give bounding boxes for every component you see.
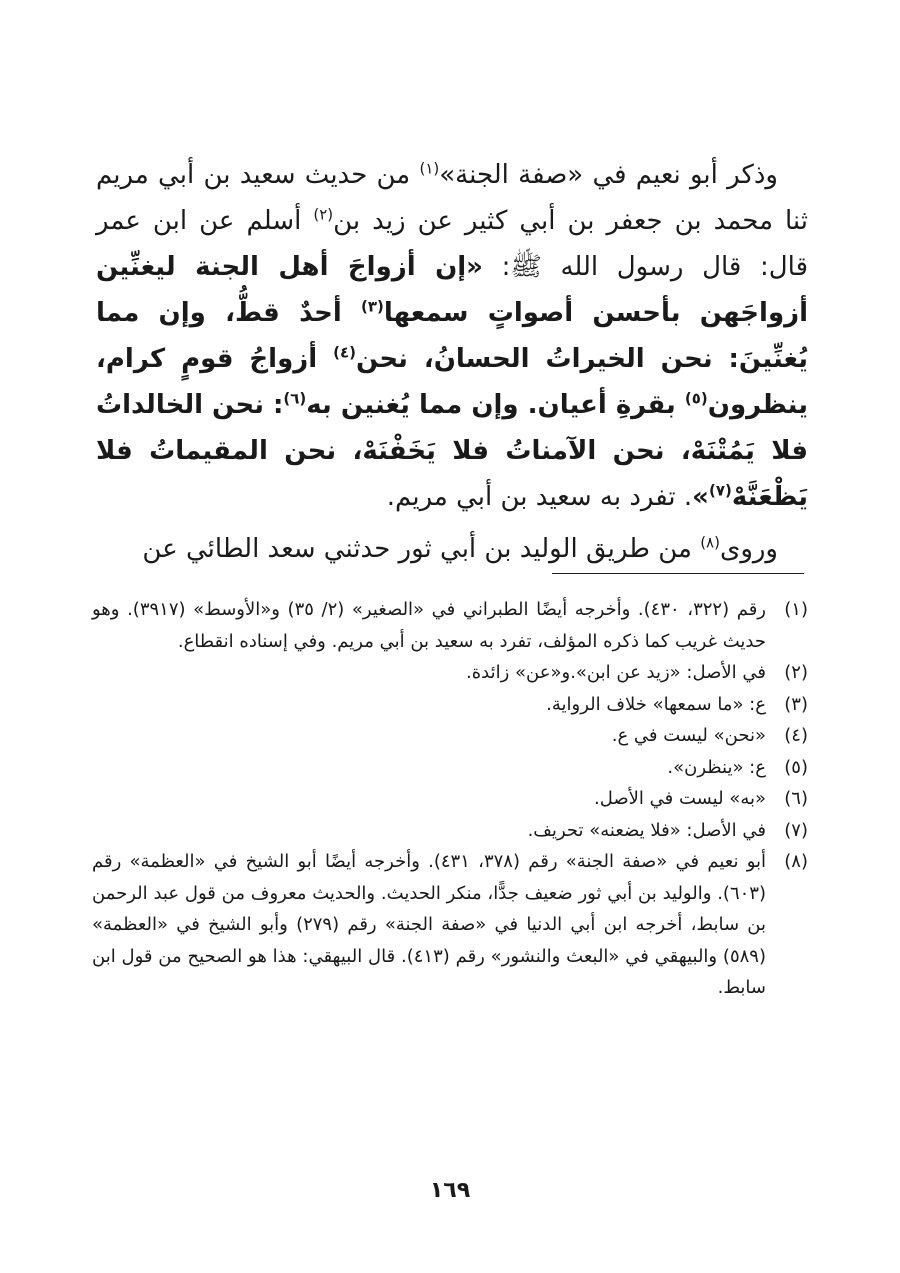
- footnote-number: (٧): [784, 819, 808, 841]
- footnote-text: رقم (٣٢٢، ٤٣٠). وأخرجه أيضًا الطبراني في «الصغير» (٢/ ٣٥) و«الأوسط» (٣٩١٧). وهو حديث غريب كما ذكره المؤلف، تفرد به سعيد بن أبي مريم. وفي إسناده انقطاع.: [92, 599, 766, 652]
- text-span: من طريق الوليد بن أبي ثور حدثني سعد الطائي عن: [142, 534, 701, 564]
- text-span: . تفرد به سعيد بن أبي مريم.: [386, 482, 693, 512]
- footnote-ref-2[interactable]: (٢): [313, 205, 334, 224]
- footnote-text: أبو نعيم في «صفة الجنة» رقم (٣٧٨، ٤٣١). وأخرجه أيضًا أبو الشيخ في «العظمة» رقم (٦٠٣). والوليد بن أبي ثور ضعيف جدًّا، منكر الحديث. والحديث معروف من قول عبد الرحمن بن سابط، أخرجه ابن أبي الدنيا في «صفة الجنة» رقم (٢٧٩) وأبو الشيخ في «العظمة» (٥٨٩) والبيهقي في «البعث والنشور» رقم (٤١٣). قال البيهقي: هذا هو الصحيح من قول ابن سابط.: [92, 851, 767, 998]
- footnote-text: «نحن» ليست في ع.: [611, 725, 766, 746]
- footnote-ref-6[interactable]: (٦): [283, 389, 307, 408]
- footnote-item: [92, 846, 808, 1004]
- paragraph-2: [96, 526, 808, 572]
- footnote-text: «به» ليست في الأصل.: [593, 788, 766, 809]
- footnote-number: (٥): [784, 756, 808, 778]
- footnote-ref-7[interactable]: (٧): [708, 481, 732, 500]
- hadith-span: أزواجُ قومٍ كرام، ينظرون: [96, 344, 808, 420]
- text-span: وذكر أبو نعيم في «صفة الجنة»: [439, 160, 778, 190]
- footnote-ref-1[interactable]: (١): [419, 159, 440, 178]
- footnote-divider: [552, 573, 804, 574]
- footnote-ref-8[interactable]: (٨): [700, 533, 720, 552]
- text-span: من حديث سعيد بن أبي مريم ثنا محمد بن جعفر بن أبي كثير عن زيد بن: [96, 160, 808, 236]
- footnote-text: في الأصل: «فلا يضعنه» تحريف.: [527, 819, 766, 841]
- footnote-number: (١): [784, 599, 808, 620]
- footnote-ref-5[interactable]: (٥): [684, 389, 708, 408]
- hadith-span: أحدٌ قطُّ، وإن مما يُغنِّينَ: نحن الخيراتُ الحسانُ، نحن: [96, 298, 808, 374]
- footnote-number: (٤): [784, 725, 808, 746]
- hadith-span: : نحن الخالداتُ فلا يَمُتْنَهْ، نحن الآمناتُ فلا يَخَفْنَهْ، نحن المقيماتُ فلا يَظْعَنَّهْ: [96, 390, 808, 512]
- footnote-item: [92, 815, 808, 847]
- text-span: أسلم عن ابن عمر قال: قال رسول الله ﷺ:: [96, 206, 808, 282]
- footnote-number: (٣): [784, 693, 808, 715]
- footnote-ref-4[interactable]: (٤): [333, 343, 356, 362]
- text-span: وروى: [719, 534, 778, 564]
- footnote-number: (٢): [784, 662, 808, 683]
- footnote-item: [92, 720, 808, 752]
- hadith-text: [96, 252, 808, 512]
- page-number: ١٦٩: [429, 1178, 471, 1203]
- footnote-item: [92, 783, 808, 815]
- hadith-span: »: [692, 482, 709, 512]
- footnote-item: [92, 752, 808, 784]
- footnote-ref-3[interactable]: (٣): [361, 297, 384, 316]
- footnote-number: (٨): [784, 851, 808, 872]
- footnote-item: [92, 657, 808, 689]
- footnote-item: [92, 689, 808, 721]
- main-text: [96, 152, 808, 572]
- hadith-span: «إن أزواجَ أهل الجنة ليغنِّين أزواجَهن بأحسن أصواتٍ سمعها: [96, 252, 808, 328]
- footnote-text: في الأصل: «زيد عن ابن».و«عن» زائدة.: [466, 662, 766, 683]
- paragraph-1: [96, 152, 808, 520]
- footnote-text: ع: «ينظرن».: [667, 756, 766, 778]
- footnote-item: [92, 594, 808, 657]
- footnotes-list: [92, 594, 808, 1004]
- footnote-number: (٦): [784, 788, 808, 809]
- footnote-text: ع: «ما سمعها» خلاف الرواية.: [546, 693, 766, 715]
- hadith-span: بقرةِ أعيان. وإن مما يُغنين به: [306, 390, 685, 420]
